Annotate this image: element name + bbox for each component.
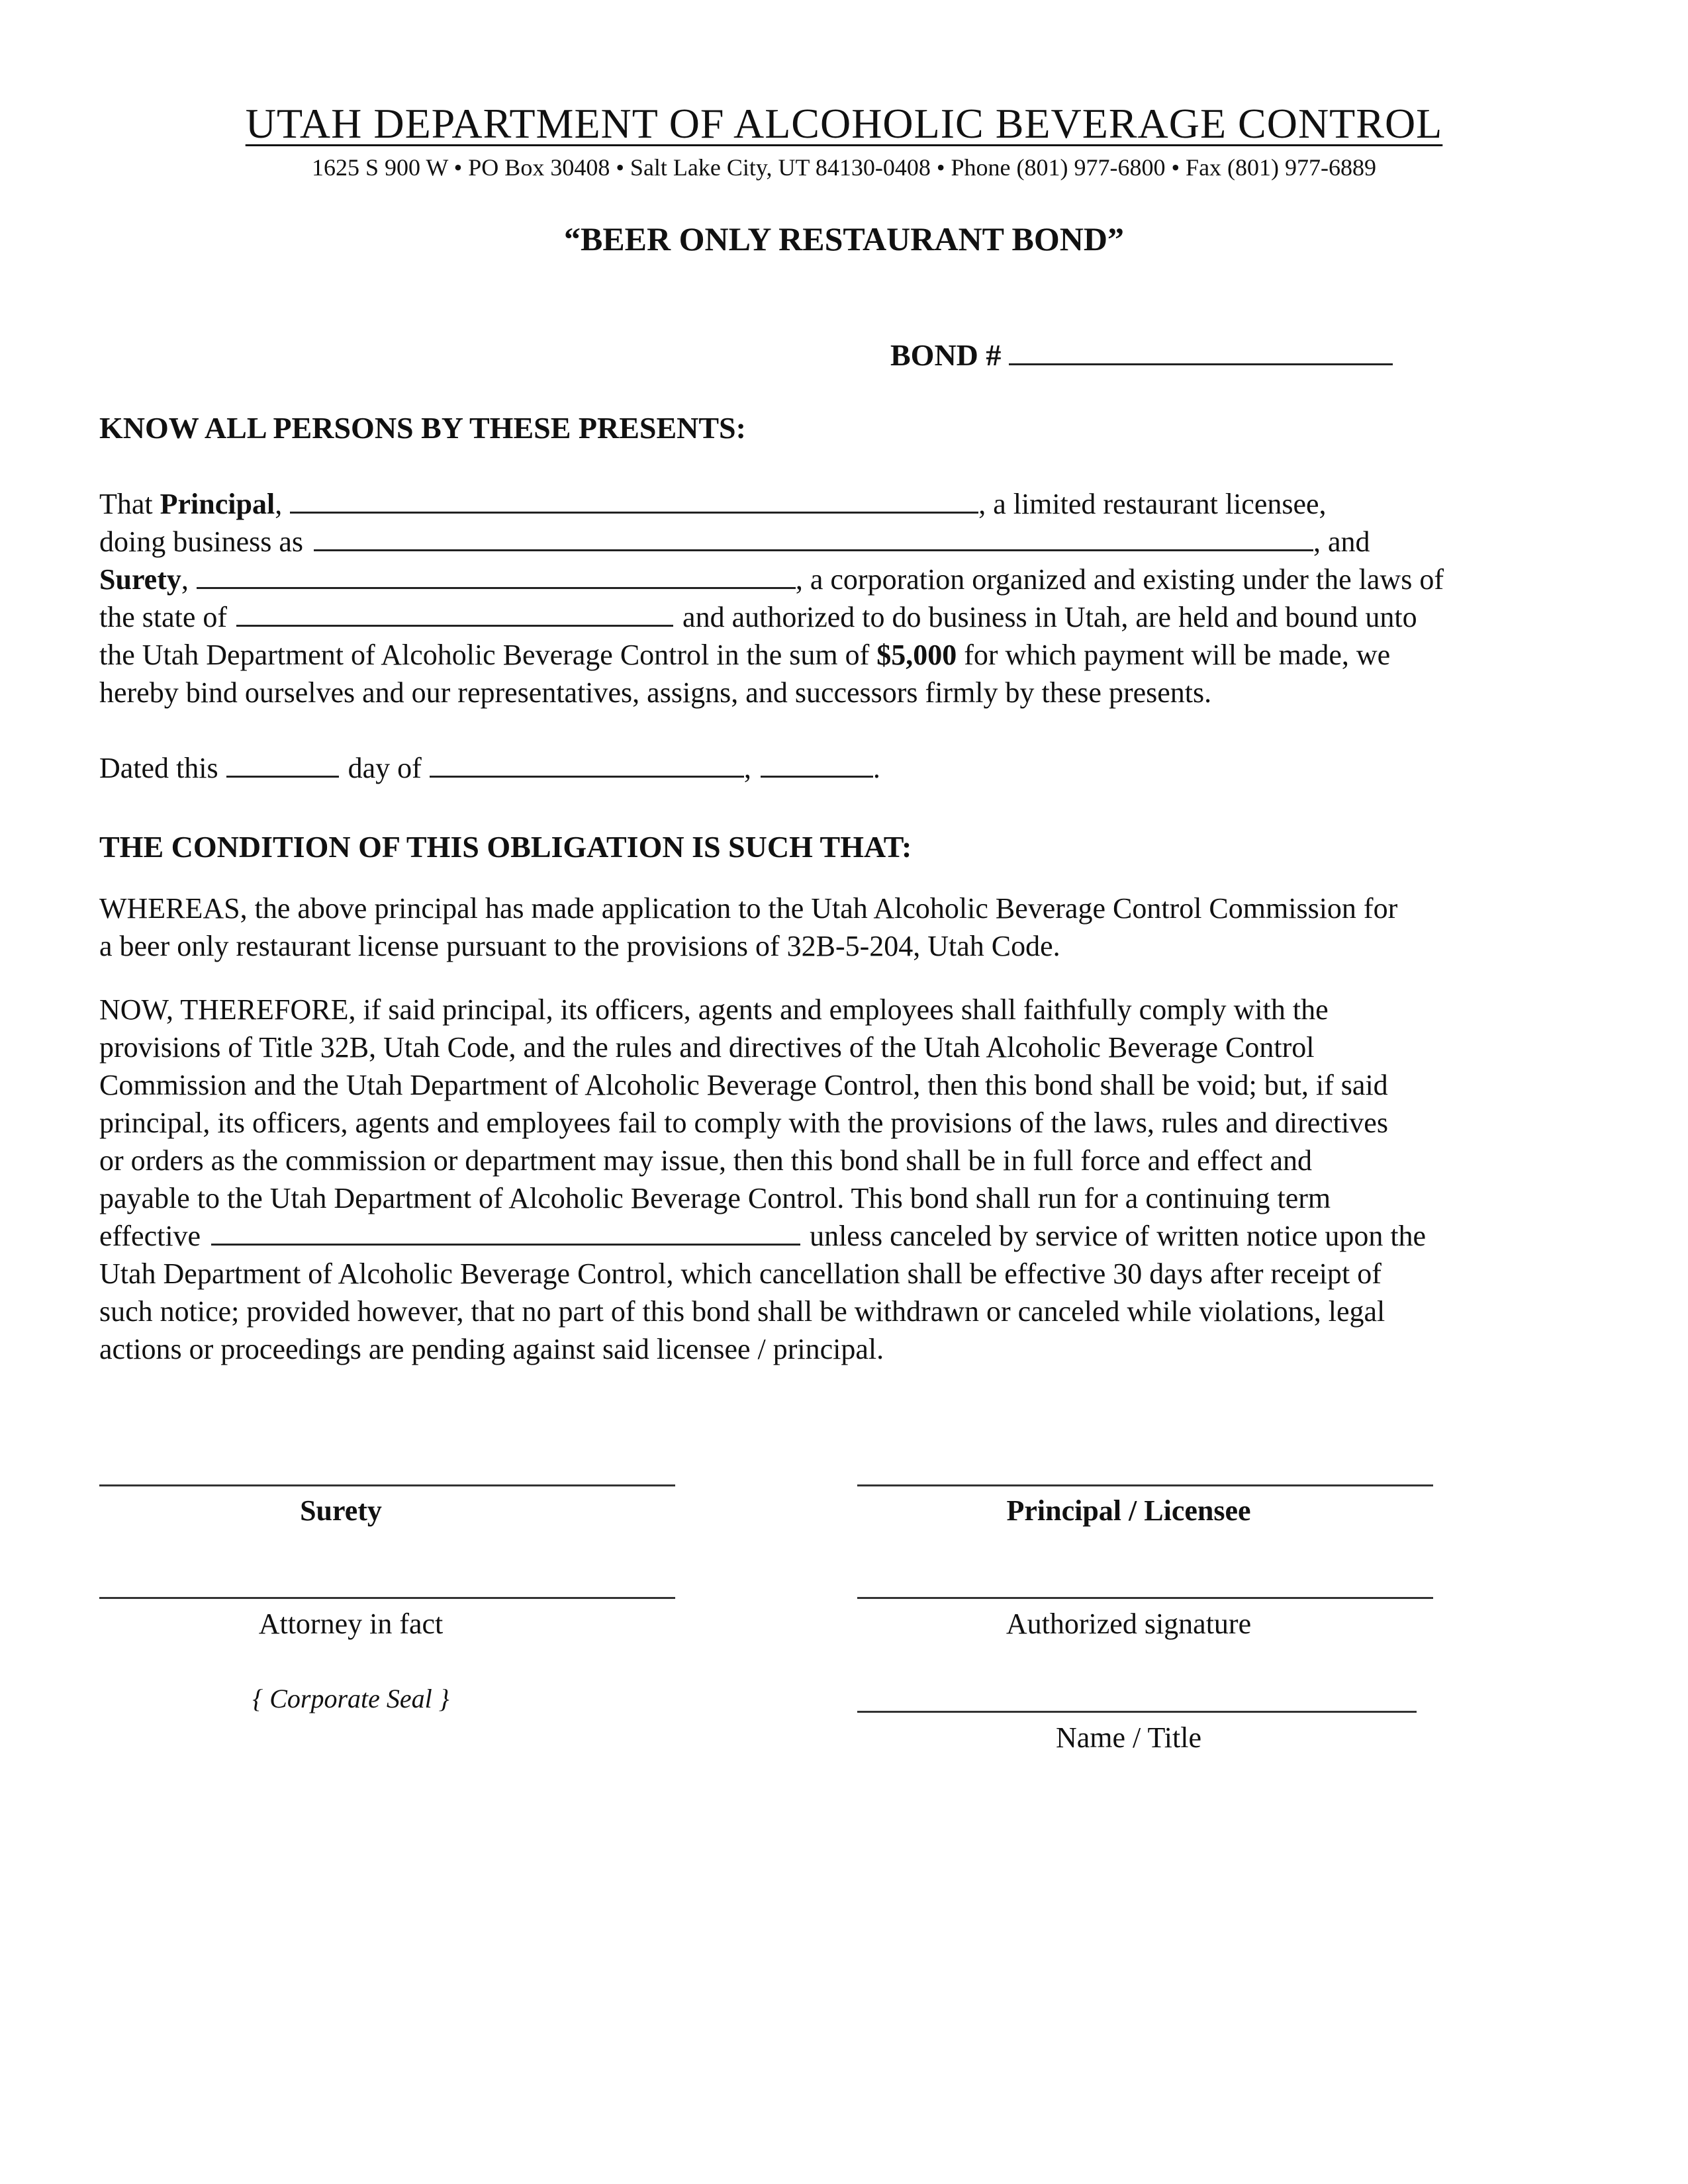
name-title-line[interactable] <box>857 1711 1417 1713</box>
principal-label: Principal <box>160 488 275 520</box>
bind-line: hereby bind ourselves and our representatives, assigns, and successors firmly by these presents. <box>99 676 1212 709</box>
name-title-label: Name / Title <box>1055 1721 1202 1754</box>
dated-line: Dated this day of , . <box>99 752 880 784</box>
dba-line: doing business as , and <box>99 525 1370 558</box>
principal-signature-label: Principal / Licensee <box>1006 1494 1251 1527</box>
agency-title: UTAH DEPARTMENT OF ALCOHOLIC BEVERAGE CONTROL <box>245 100 1443 147</box>
bond-number-label: BOND # <box>890 338 1002 372</box>
effective-line: effective unless canceled by service of written notice upon the <box>99 1220 1427 1252</box>
attorney-in-fact-label: Attorney in fact <box>258 1608 444 1640</box>
authorized-signature-line[interactable] <box>857 1597 1433 1599</box>
bond-amount: $5,000 <box>876 639 957 671</box>
surety-signature-line[interactable] <box>99 1484 675 1486</box>
bond-number <box>890 338 1393 373</box>
sum-line: the Utah Department of Alcoholic Beverage Control in the sum of $5,000 for which payment will be made, we <box>99 639 1391 671</box>
dated-month-field[interactable] <box>430 753 744 778</box>
attorney-signature-line[interactable] <box>99 1597 675 1599</box>
surety-name-field[interactable] <box>197 565 796 589</box>
effective-date-field[interactable] <box>211 1221 800 1246</box>
bond-number-field[interactable] <box>1009 340 1393 365</box>
state-field[interactable] <box>236 602 673 627</box>
agency-address: 1625 S 900 W • PO Box 30408 • Salt Lake City, UT 84130-0408 • Phone (801) 977-6800 • Fax (801) 977-6889 <box>311 154 1377 181</box>
know-all-heading: KNOW ALL PERSONS BY THESE PRESENTS: <box>99 411 746 445</box>
principal-name-field[interactable] <box>290 489 978 514</box>
dba-field[interactable] <box>314 527 1313 551</box>
dated-year-field[interactable] <box>761 753 873 778</box>
dated-day-field[interactable] <box>226 753 339 778</box>
whereas-paragraph: WHEREAS, the above principal has made application to the Utah Alcoholic Beverage Control Commission for a beer only restaurant license pursuant to the provisions of 32B-5-204, Utah Code. <box>99 892 1398 962</box>
document-title: “BEER ONLY RESTAURANT BOND” <box>563 220 1125 257</box>
now-therefore-paragraph: NOW, THEREFORE, if said principal, its officers, agents and employees shall faithfully comply with the provisions of Title 32B, Utah Code, and the rules and directives of the Utah Alcoholic Beverage Control Commission and the Utah Department of Alcoholic Beverage Control, then this bond shall be void; but, if said principal, its officers, agents and employees fail to comply with the provisions of the laws, rules and directives or orders as the commission or department may issue, then this bond shall be in full force and effect and payable to the Utah Department of Alcoholic Beverage Control. This bond shall run for a continuing term effective unless canceled by service of written notice upon the Utah Department of Alcoholic Beverage Control, which cancellation shall be effective 30 days after receipt of such notice; provided however, that no part of this bond shall be withdrawn or canceled while violations, legal actions or proceedings are pending against said licensee / principal. <box>99 991 1589 1368</box>
corporate-seal-label: { Corporate Seal } <box>252 1684 449 1713</box>
surety-label: Surety <box>99 563 181 596</box>
surety-line: Surety, , a corporation organized and existing under the laws of <box>99 563 1444 596</box>
condition-heading: THE CONDITION OF THIS OBLIGATION IS SUCH THAT: <box>99 830 912 864</box>
state-line: the state of and authorized to do business in Utah, are held and bound unto <box>99 601 1417 633</box>
principal-signature-line[interactable] <box>857 1484 1433 1486</box>
surety-signature-label: Surety <box>300 1494 382 1527</box>
obligation-paragraph <box>99 485 1589 711</box>
authorized-signature-label: Authorized signature <box>1006 1608 1252 1640</box>
principal-line: That Principal, , a limited restaurant licensee, <box>99 488 1327 520</box>
